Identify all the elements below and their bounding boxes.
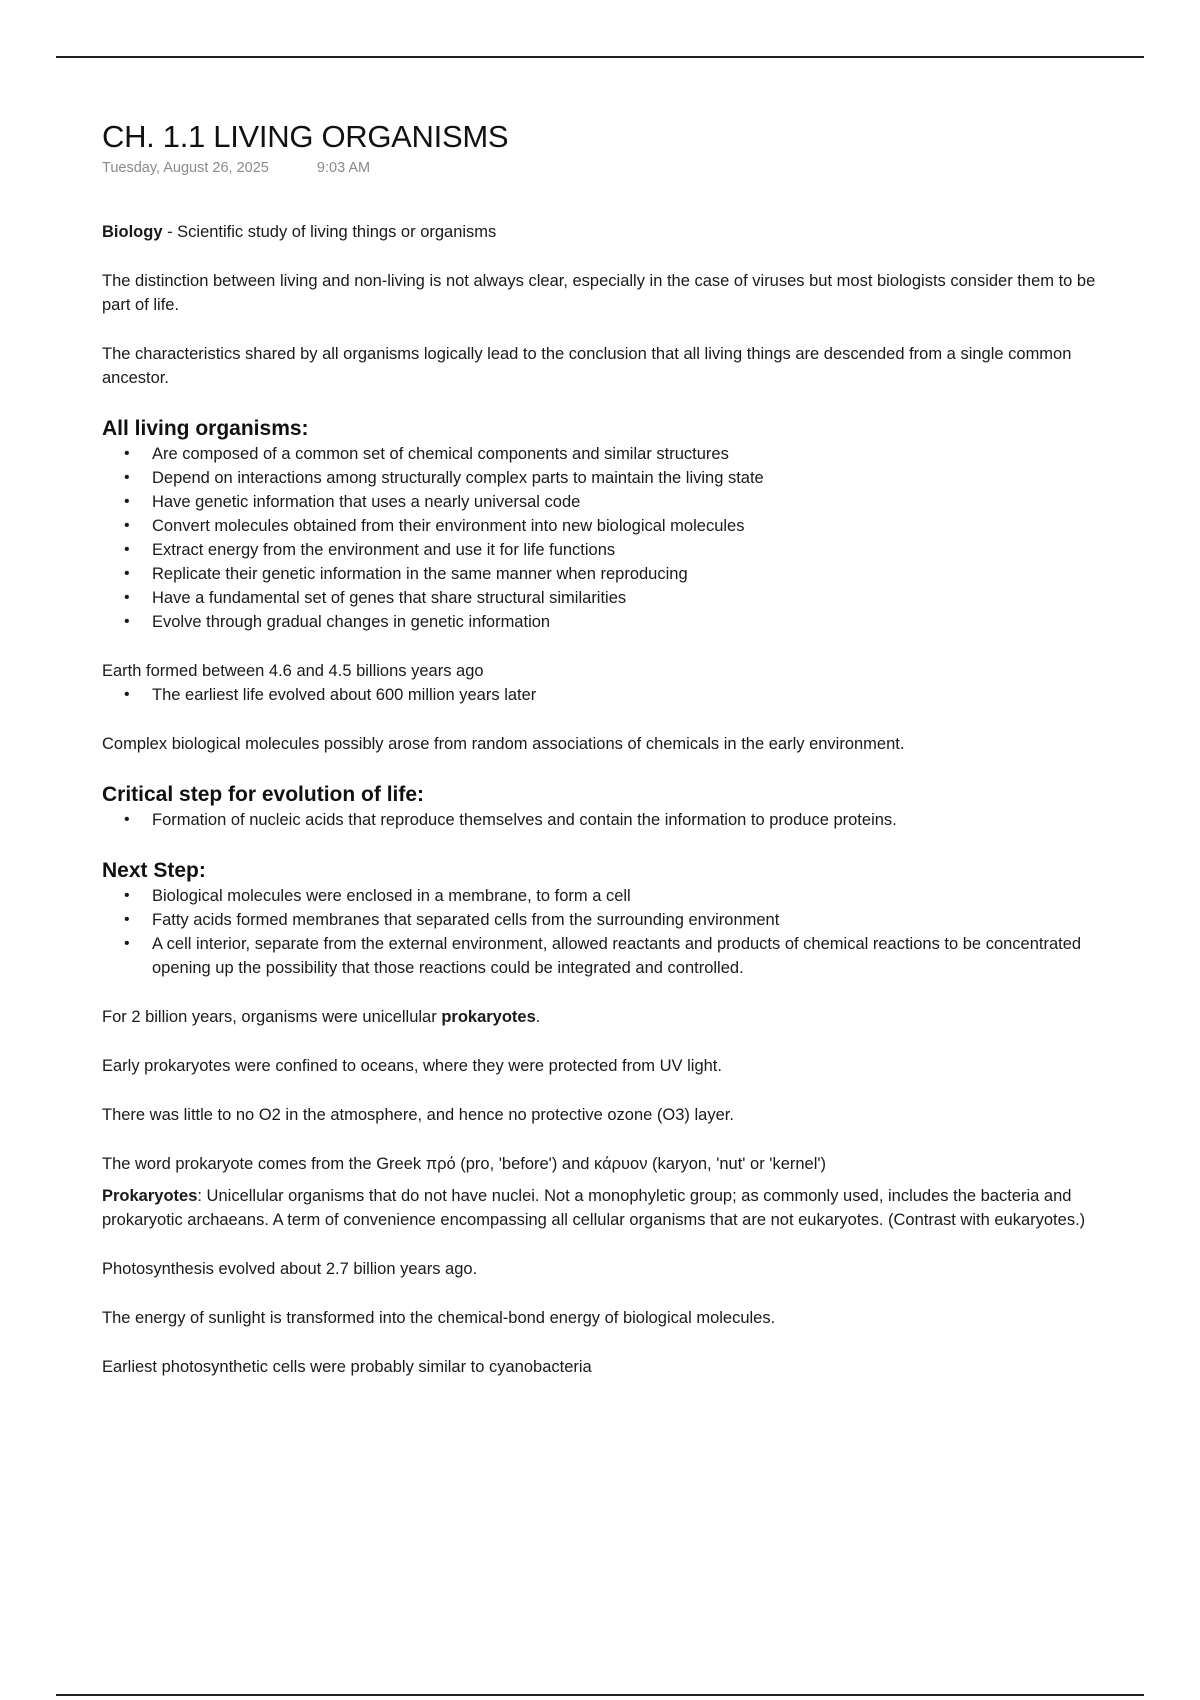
note-page	[102, 118, 1102, 1404]
list-item: • Evolve through gradual changes in genetic information	[152, 610, 1102, 634]
paragraph-complex-molecules: Complex biological molecules possibly arose from random associations of chemicals in the early environment.	[102, 735, 905, 753]
list-item: • The earliest life evolved about 600 million years later	[152, 683, 1102, 707]
term-prokaryotes: prokaryotes	[441, 1008, 536, 1026]
list-critical-step	[102, 808, 1102, 832]
paragraph-sunlight-energy: The energy of sunlight is transformed into the chemical-bond energy of biological molecules.	[102, 1309, 776, 1327]
paragraph-prokaryotes-definition	[102, 1184, 1102, 1232]
list-item: • Biological molecules were enclosed in a membrane, to form a cell	[152, 884, 1102, 908]
list-item: • Have genetic information that uses a nearly universal code	[152, 490, 1102, 514]
list-item: • Extract energy from the environment and use it for life functions	[152, 538, 1102, 562]
list-item: • A cell interior, separate from the external environment, allowed reactants and products of chemical reactions to be concentrated opening up the possibility that those reactions could be integrated and controlled.	[152, 932, 1102, 980]
term-prokaryotes-definition: Prokaryotes	[102, 1187, 198, 1205]
paragraph-earliest-photosynthetic: Earliest photosynthetic cells were probably similar to cyanobacteria	[102, 1358, 592, 1376]
list-item: • Convert molecules obtained from their environment into new biological molecules	[152, 514, 1102, 538]
paragraph-two-billion	[102, 1005, 1102, 1029]
heading-next-step: Next Step:	[102, 859, 206, 882]
list-item: • Replicate their genetic information in the same manner when reproducing	[152, 562, 1102, 586]
paragraph-characteristics: The characteristics shared by all organisms logically lead to the conclusion that all living things are descended from a single common ancestor.	[102, 345, 1072, 387]
note-date: Tuesday, August 26, 2025	[102, 160, 269, 176]
paragraph-biology	[102, 220, 1102, 244]
heading-critical-step: Critical step for evolution of life:	[102, 783, 425, 806]
paragraph-earth: Earth formed between 4.6 and 4.5 billions years ago	[102, 662, 484, 680]
list-item: • Depend on interactions among structurally complex parts to maintain the living state	[152, 466, 1102, 490]
paragraph-oxygen: There was little to no O2 in the atmosphere, and hence no protective ozone (O3) layer.	[102, 1106, 734, 1124]
list-item: • Are composed of a common set of chemical components and similar structures	[152, 442, 1102, 466]
note-time: 9:03 AM	[316, 160, 371, 176]
list-earth	[102, 683, 1102, 707]
list-item: • Formation of nucleic acids that reproduce themselves and contain the information to produce proteins.	[152, 808, 1102, 832]
term-biology: Biology	[102, 223, 163, 241]
page-title: CH. 1.1 LIVING ORGANISMS	[102, 119, 509, 154]
heading-all-living-organisms: All living organisms:	[102, 417, 309, 440]
paragraph-early-prokaryotes: Early prokaryotes were confined to oceans, where they were protected from UV light.	[102, 1057, 722, 1075]
two-billion-end: .	[535, 1008, 541, 1026]
note-body	[102, 220, 1102, 1379]
list-all-living-organisms	[102, 442, 1102, 634]
page-meta	[102, 160, 1102, 182]
list-item: • Have a fundamental set of genes that share structural similarities	[152, 586, 1102, 610]
bottom-rule	[56, 1694, 1144, 1696]
definition-prokaryotes: : Unicellular organisms that do not have nuclei. Not a monophyletic group; as commonly used, includes the bacteria and prokaryotic archaeans. A term of convenience encompassing all cellular organisms that are not eukaryotes. (Contrast with eukaryotes.)	[102, 1187, 1086, 1229]
list-next-step	[102, 884, 1102, 980]
paragraph-photosynthesis: Photosynthesis evolved about 2.7 billion years ago.	[102, 1260, 478, 1278]
paragraph-greek-origin: The word prokaryote comes from the Greek πρό (pro, 'before') and κάρυον (karyon, 'nut' or 'kernel')	[102, 1155, 827, 1173]
paragraph-distinction: The distinction between living and non-living is not always clear, especially in the case of viruses but most biologists consider them to be part of life.	[102, 272, 1096, 314]
top-rule	[56, 56, 1144, 58]
two-billion-text: For 2 billion years, organisms were unicellular	[102, 1008, 442, 1026]
definition-biology: - Scientific study of living things or organisms	[162, 223, 497, 241]
list-item: • Fatty acids formed membranes that separated cells from the surrounding environment	[152, 908, 1102, 932]
